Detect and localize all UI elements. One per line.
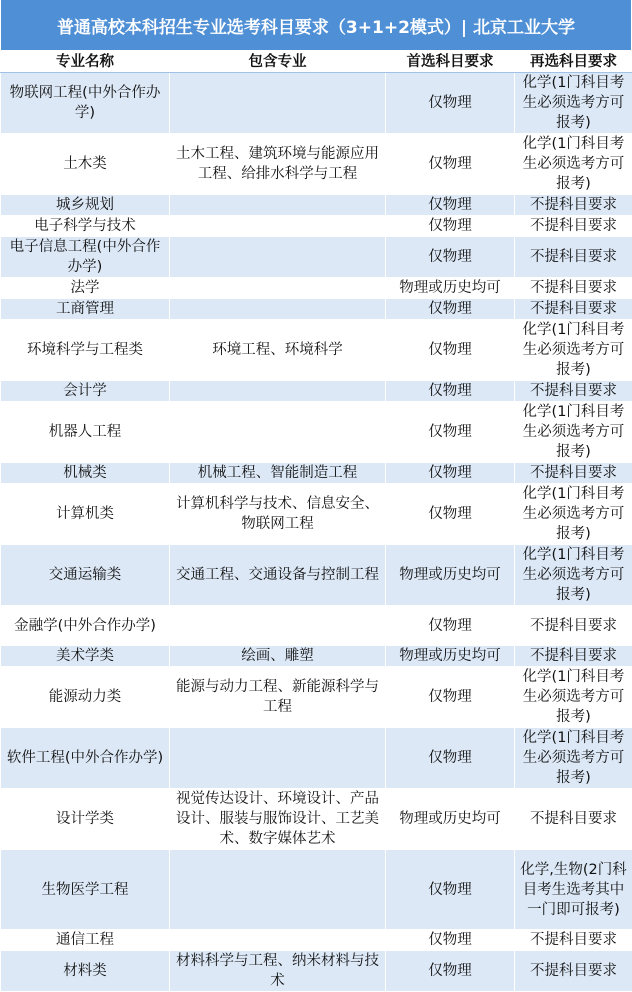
- cell-first-subject: 仅物理: [386, 237, 515, 278]
- table-row: [1, 850, 632, 930]
- cell-second-subject: 不提科目要求: [515, 463, 632, 484]
- cell-major-name: 能源动力类: [1, 667, 170, 728]
- cell-first-subject: 物理或历史均可: [386, 789, 515, 850]
- cell-first-subject: 仅物理: [386, 930, 515, 951]
- cell-major-name: 金融学(中外合作办学): [1, 606, 170, 646]
- header-major-name: 专业名称: [1, 51, 170, 73]
- cell-included-majors: [170, 606, 386, 646]
- table-header-row: [1, 51, 632, 73]
- table-row: [1, 789, 632, 850]
- table-row: [1, 606, 632, 646]
- cell-major-name: 生物医学工程: [1, 850, 170, 930]
- cell-major-name: 交通运输类: [1, 545, 170, 606]
- cell-included-majors: 环境工程、环境科学: [170, 320, 386, 381]
- header-first-subject: 首选科目要求: [386, 51, 515, 73]
- cell-first-subject: 仅物理: [386, 381, 515, 402]
- cell-second-subject: 化学,生物(2门科目考生选考其中一门即可报考): [515, 850, 632, 930]
- cell-major-name: 物联网工程(中外合作办学): [1, 73, 170, 134]
- cell-included-majors: 视觉传达设计、环境设计、产品设计、服装与服饰设计、工艺美术、数字媒体艺术: [170, 789, 386, 850]
- table-row: [1, 545, 632, 606]
- cell-included-majors: 能源与动力工程、新能源科学与工程: [170, 667, 386, 728]
- cell-second-subject: 不提科目要求: [515, 951, 632, 992]
- cell-second-subject: 不提科目要求: [515, 381, 632, 402]
- cell-included-majors: 计算机科学与技术、信息安全、物联网工程: [170, 484, 386, 545]
- cell-first-subject: 仅物理: [386, 195, 515, 216]
- cell-first-subject: 仅物理: [386, 951, 515, 992]
- cell-first-subject: 仅物理: [386, 73, 515, 134]
- cell-first-subject: 仅物理: [386, 606, 515, 646]
- table-row: [1, 216, 632, 237]
- cell-second-subject: 不提科目要求: [515, 237, 632, 278]
- cell-included-majors: 机械工程、智能制造工程: [170, 463, 386, 484]
- table-row: [1, 134, 632, 195]
- cell-first-subject: 仅物理: [386, 402, 515, 463]
- cell-major-name: 美术学类: [1, 646, 170, 667]
- table-row: [1, 299, 632, 320]
- table-row: [1, 930, 632, 951]
- cell-major-name: 电子科学与技术: [1, 216, 170, 237]
- cell-included-majors: 绘画、雕塑: [170, 646, 386, 667]
- cell-included-majors: [170, 216, 386, 237]
- table-row: [1, 484, 632, 545]
- cell-included-majors: [170, 278, 386, 299]
- table-row: [1, 728, 632, 789]
- cell-second-subject: 化学(1门科目考生必须选考方可报考): [515, 73, 632, 134]
- cell-included-majors: 交通工程、交通设备与控制工程: [170, 545, 386, 606]
- cell-major-name: 会计学: [1, 381, 170, 402]
- page-title: 普通高校本科招生专业选考科目要求（3+1+2模式）| 北京工业大学: [0, 0, 632, 50]
- cell-first-subject: 仅物理: [386, 667, 515, 728]
- requirements-table: [0, 50, 632, 992]
- cell-included-majors: 土木工程、建筑环境与能源应用工程、给排水科学与工程: [170, 134, 386, 195]
- table-body: [1, 73, 632, 992]
- cell-second-subject: 不提科目要求: [515, 216, 632, 237]
- cell-major-name: 材料类: [1, 951, 170, 992]
- cell-included-majors: [170, 728, 386, 789]
- table-row: [1, 195, 632, 216]
- table-row: [1, 646, 632, 667]
- cell-included-majors: [170, 850, 386, 930]
- table-row: [1, 402, 632, 463]
- cell-second-subject: 化学(1门科目考生必须选考方可报考): [515, 484, 632, 545]
- cell-included-majors: [170, 299, 386, 320]
- cell-major-name: 机械类: [1, 463, 170, 484]
- cell-major-name: 工商管理: [1, 299, 170, 320]
- cell-second-subject: 化学(1门科目考生必须选考方可报考): [515, 134, 632, 195]
- cell-major-name: 法学: [1, 278, 170, 299]
- cell-first-subject: 仅物理: [386, 134, 515, 195]
- cell-second-subject: 不提科目要求: [515, 606, 632, 646]
- cell-major-name: 计算机类: [1, 484, 170, 545]
- cell-second-subject: 不提科目要求: [515, 930, 632, 951]
- cell-included-majors: [170, 402, 386, 463]
- cell-major-name: 机器人工程: [1, 402, 170, 463]
- cell-second-subject: 不提科目要求: [515, 299, 632, 320]
- cell-second-subject: 不提科目要求: [515, 646, 632, 667]
- cell-first-subject: 仅物理: [386, 463, 515, 484]
- cell-second-subject: 化学(1门科目考生必须选考方可报考): [515, 728, 632, 789]
- cell-first-subject: 仅物理: [386, 320, 515, 381]
- cell-second-subject: 化学(1门科目考生必须选考方可报考): [515, 320, 632, 381]
- cell-major-name: 软件工程(中外合作办学): [1, 728, 170, 789]
- table-row: [1, 381, 632, 402]
- cell-included-majors: [170, 930, 386, 951]
- cell-first-subject: 仅物理: [386, 484, 515, 545]
- cell-included-majors: 材料科学与工程、纳米材料与技术: [170, 951, 386, 992]
- cell-major-name: 电子信息工程(中外合作办学): [1, 237, 170, 278]
- cell-first-subject: 仅物理: [386, 728, 515, 789]
- cell-major-name: 城乡规划: [1, 195, 170, 216]
- cell-first-subject: 物理或历史均可: [386, 278, 515, 299]
- table-row: [1, 73, 632, 134]
- cell-first-subject: 仅物理: [386, 216, 515, 237]
- cell-second-subject: 不提科目要求: [515, 278, 632, 299]
- cell-second-subject: 化学(1门科目考生必须选考方可报考): [515, 667, 632, 728]
- table-row: [1, 278, 632, 299]
- cell-major-name: 设计学类: [1, 789, 170, 850]
- cell-first-subject: 物理或历史均可: [386, 545, 515, 606]
- table-row: [1, 951, 632, 992]
- cell-first-subject: 仅物理: [386, 299, 515, 320]
- table-row: [1, 667, 632, 728]
- cell-major-name: 环境科学与工程类: [1, 320, 170, 381]
- table-row: [1, 320, 632, 381]
- cell-first-subject: 物理或历史均可: [386, 646, 515, 667]
- cell-included-majors: [170, 381, 386, 402]
- header-included-majors: 包含专业: [170, 51, 386, 73]
- cell-second-subject: 不提科目要求: [515, 789, 632, 850]
- header-second-subject: 再选科目要求: [515, 51, 632, 73]
- cell-included-majors: [170, 73, 386, 134]
- cell-second-subject: 不提科目要求: [515, 195, 632, 216]
- table-row: [1, 463, 632, 484]
- cell-second-subject: 化学(1门科目考生必须选考方可报考): [515, 545, 632, 606]
- cell-major-name: 通信工程: [1, 930, 170, 951]
- cell-major-name: 土木类: [1, 134, 170, 195]
- cell-included-majors: [170, 237, 386, 278]
- cell-included-majors: [170, 195, 386, 216]
- cell-first-subject: 仅物理: [386, 850, 515, 930]
- table-row: [1, 237, 632, 278]
- cell-second-subject: 化学(1门科目考生必须选考方可报考): [515, 402, 632, 463]
